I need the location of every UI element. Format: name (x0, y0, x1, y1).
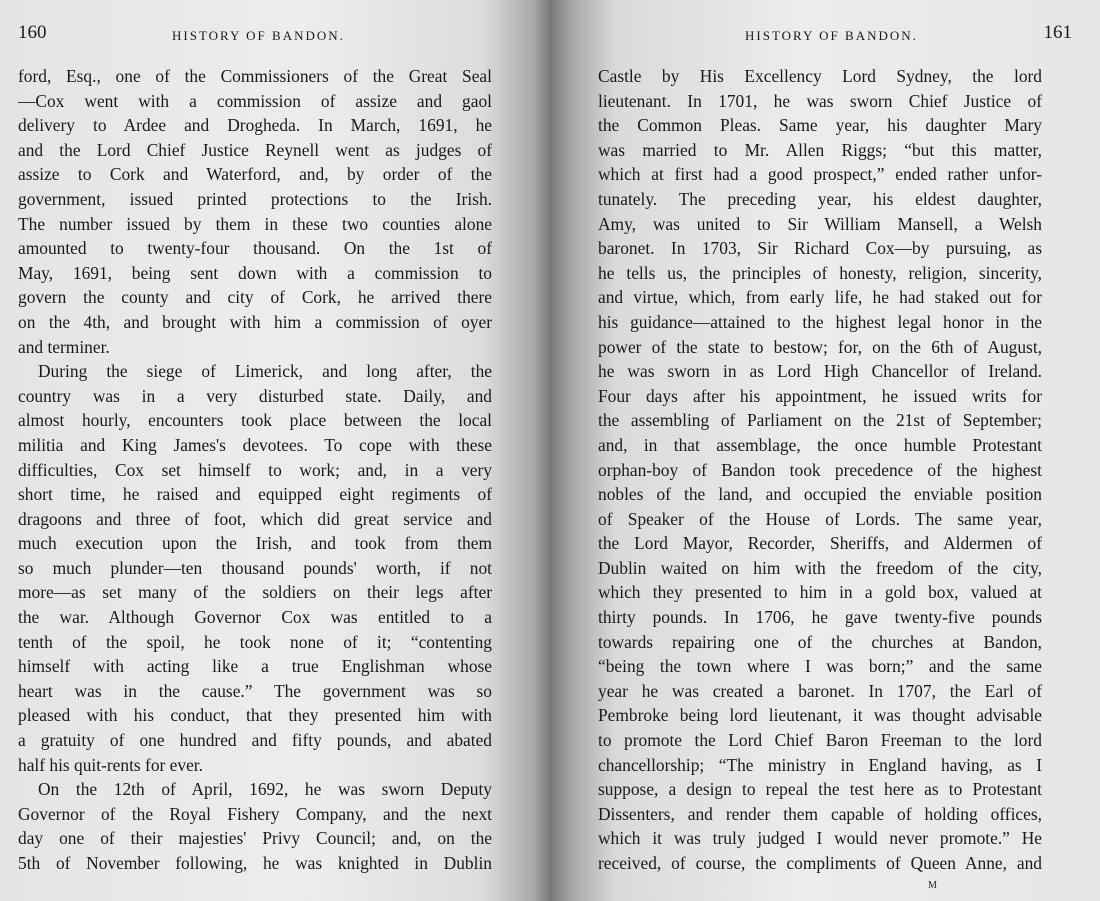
right-body-text (598, 64, 1042, 876)
text-line: tunately. The preceding year, his eldest daughter, (598, 188, 1042, 209)
right-page-number: 161 (1043, 22, 1072, 43)
text-line: baronet. In 1703, Sir Richard Cox—by pursuing, as (598, 238, 1042, 259)
right-running-head (550, 22, 1100, 52)
text-line: he tells us, the principles of honesty, religion, sincerity, (598, 262, 1042, 283)
text-line: the war. Although Governor Cox was entitled to a (18, 607, 492, 628)
text-line: tenth of the spoil, he took none of it; “contenting (18, 631, 492, 652)
text-line: May, 1691, being sent down with a commission to (18, 262, 492, 283)
text-line: himself with acting like a true Englishman whose (18, 656, 492, 677)
text-line: the Lord Mayor, Recorder, Sheriffs, and Aldermen of (598, 533, 1042, 554)
text-line: received, of course, the compliments of Queen Anne, and (598, 853, 1042, 873)
text-line: so much plunder—ten thousand pounds' worth, if not (18, 557, 492, 578)
text-line: —Cox went with a commission of assize and gaol (18, 90, 492, 111)
text-line: he was sworn in as Lord High Chancellor of Ireland. (598, 361, 1042, 382)
text-line: thirty pounds. In 1706, he gave twenty-five pounds (598, 607, 1042, 628)
text-line: and, in that assemblage, the once humble Protestant (598, 434, 1042, 455)
text-line: towards repairing one of the churches at Bandon, (598, 631, 1042, 652)
text-line: almost hourly, encounters took place between the local (18, 410, 492, 431)
text-line: of Speaker of the House of Lords. The same year, (598, 508, 1042, 529)
text-line: to promote the Lord Chief Baron Freeman to the lord (598, 730, 1042, 751)
text-line: Governor of the Royal Fishery Company, and the next (18, 803, 492, 824)
text-line: government, issued printed protections to the Irish. (18, 188, 492, 209)
text-line: country was in a very disturbed state. Daily, and (18, 385, 492, 406)
text-line: Pembroke being lord lieutenant, it was thought advisable (598, 705, 1042, 726)
signature-mark: M (928, 880, 938, 891)
text-line: which they presented to him in a gold box, valued at (598, 582, 1042, 603)
text-line: Castle by His Excellency Lord Sydney, the lord (598, 66, 1042, 86)
text-line: govern the county and city of Cork, he arrived there (18, 287, 492, 308)
text-line: suppose, a design to repeal the test here as to Protestant (598, 779, 1042, 800)
text-line: Dissenters, and render them capable of holding offices, (598, 803, 1042, 824)
left-page-number: 160 (18, 22, 47, 43)
text-line: and virtue, which, from early life, he had staked out for (598, 287, 1042, 308)
text-line: was married to Mr. Allen Riggs; “but this matter, (598, 139, 1042, 160)
text-line: power of the state to bestow; for, on the 6th of August, (598, 336, 1042, 357)
text-line: The number issued by them in these two counties alone (18, 213, 492, 234)
text-line: the Common Pleas. Same year, his daughter Mary (598, 115, 1042, 136)
text-line: 5th of November following, he was knighted in Dublin (18, 853, 492, 873)
text-line: Dublin waited on him with the freedom of the city, (598, 557, 1042, 578)
text-line: and the Lord Chief Justice Reynell went as judges of (18, 139, 492, 160)
text-line: day one of their majesties' Privy Council; and, on the (18, 828, 492, 849)
text-line: ford, Esq., one of the Commissioners of the Great Seal (18, 66, 492, 86)
text-line: difficulties, Cox set himself to work; and, in a very (18, 459, 492, 480)
text-line: which it was truly judged I would never promote.” He (598, 828, 1042, 849)
text-line: During the siege of Limerick, and long after, the (38, 361, 492, 382)
text-line: assize to Cork and Waterford, and, by order of the (18, 164, 492, 185)
right-running-title: HISTORY OF BANDON. (745, 28, 918, 43)
text-line: On the 12th of April, 1692, he was sworn Deputy (38, 779, 492, 800)
text-line: dragoons and three of foot, which did great service and (18, 508, 492, 529)
text-line: the assembling of Parliament on the 21st of September; (598, 410, 1042, 431)
text-line: more—as set many of the soldiers on their legs after (18, 582, 492, 603)
text-line: heart was in the cause.” The government was so (18, 680, 492, 701)
text-line: lieutenant. In 1701, he was sworn Chief Justice of (598, 90, 1042, 111)
text-line: amounted to twenty-four thousand. On the 1st of (18, 238, 492, 259)
text-line: delivery to Ardee and Drogheda. In March, 1691, he (18, 115, 492, 136)
text-line: Amy, was united to Sir William Mansell, a Welsh (598, 213, 1042, 234)
text-line: militia and King James's devotees. To cope with these (18, 434, 492, 455)
text-line: pleased with his conduct, that they presented him with (18, 705, 492, 726)
text-line: nobles of the land, and occupied the enviable position (598, 484, 1042, 505)
text-line: year he was created a baronet. In 1707, the Earl of (598, 680, 1042, 701)
text-line: chancellorship; “The ministry in England having, as I (598, 754, 1042, 775)
left-running-title: HISTORY OF BANDON. (172, 28, 345, 43)
text-line: short time, he raised and equipped eight regiments of (18, 484, 492, 505)
text-line: which at first had a good prospect,” ended rather unfor- (598, 164, 1042, 185)
text-line: much execution upon the Irish, and took from them (18, 533, 492, 554)
left-running-head (0, 22, 550, 52)
text-line: “being the town where I was born;” and the same (598, 656, 1042, 677)
text-line: a gratuity of one hundred and fifty pounds, and abated (18, 730, 492, 751)
left-body-text (18, 64, 492, 876)
text-line: half his quit-rents for ever. (18, 754, 203, 775)
text-line: and terminer. (18, 336, 110, 357)
text-line: on the 4th, and brought with him a commission of oyer (18, 311, 492, 332)
text-line: Four days after his appointment, he issued writs for (598, 385, 1042, 406)
text-line: orphan-boy of Bandon took precedence of the highest (598, 459, 1042, 480)
text-line: his guidance—attained to the highest legal honor in the (598, 311, 1042, 332)
